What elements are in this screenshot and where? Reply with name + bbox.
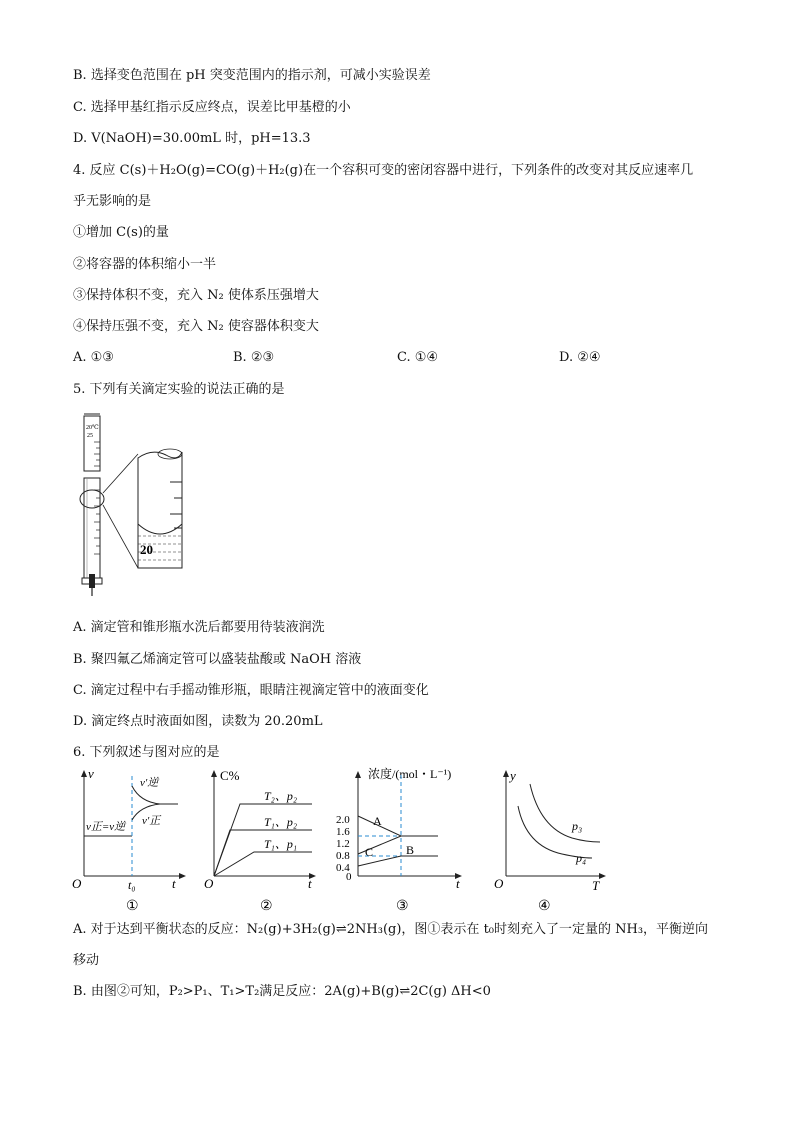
graph1-xlabel: t	[172, 876, 176, 891]
graph4-ylabel: y	[510, 768, 516, 783]
graph3-ytick-0: 0	[346, 871, 352, 883]
graph4-p4: p₄	[576, 851, 587, 865]
graph3-ytick-1.6: 1.6	[336, 826, 350, 838]
graph3-label-b: B	[406, 843, 415, 857]
q3-option-c: C. 选择甲基红指示反应终点，误差比甲基橙的小	[73, 100, 351, 115]
graph-3	[330, 763, 480, 916]
graph4-origin: O	[494, 876, 504, 891]
graph3-ytick-0.4: 0.4	[336, 862, 350, 874]
q5-option-b: B. 聚四氟乙烯滴定管可以盛装盐酸或 NaOH 溶液	[73, 652, 362, 667]
graph-1	[70, 766, 195, 916]
graph3-label-c: C	[365, 845, 374, 859]
graph1-origin: O	[72, 876, 82, 891]
graph1-v-rev-prime: v′逆	[140, 777, 159, 789]
q5-stem: 5. 下列有关滴定实验的说法正确的是	[73, 382, 285, 397]
q5-option-d: D. 滴定终点时液面如图，读数为 20.20mL	[73, 714, 323, 729]
q6-option-a-line2: 移动	[73, 953, 100, 968]
q5-option-c: C. 滴定过程中右手摇动锥形瓶，眼睛注视滴定管中的液面变化	[73, 683, 429, 698]
graph2-ylabel: C%	[220, 768, 240, 783]
graph2-curve-2: T₁、p₂	[264, 815, 298, 829]
graph3-ytick-1.2: 1.2	[336, 838, 350, 850]
graph3-ylabel: 浓度/(mol・L⁻¹)	[368, 767, 452, 781]
graph2-caption: ②	[260, 899, 273, 914]
q4-condition-2: ②将容器的体积缩小一半	[73, 257, 217, 272]
graph3-ytick-0.8: 0.8	[336, 850, 350, 862]
graph4-xlabel: T	[592, 878, 600, 893]
graph-4	[492, 766, 617, 916]
q4-condition-3: ③保持体积不变，充入 N₂ 使体系压强增大	[73, 288, 319, 303]
graph3-label-a: A	[373, 814, 382, 828]
graph2-xlabel: t	[308, 876, 312, 891]
graph1-t0: t₀	[128, 878, 136, 892]
graph1-v-eq: v正=v逆	[86, 821, 126, 833]
q6-option-b: B. 由图②可知，P₂>P₁、T₁>T₂满足反应：2A(g)+B(g)⇌2C(g) ΔH<0	[73, 984, 491, 999]
q4-condition-4: ④保持压强不变，充入 N₂ 使容器体积变大	[73, 319, 319, 334]
burette-figure	[72, 410, 202, 600]
burette-scale-20: 20℃	[86, 425, 99, 431]
graph2-curve-1: T₂、p₂	[264, 789, 298, 803]
q4-option-b: B. ②③	[233, 350, 275, 365]
q4-condition-1: ①增加 C(s)的量	[73, 225, 169, 240]
graph3-ytick-2.0: 2.0	[336, 814, 350, 826]
graph2-origin: O	[204, 876, 214, 891]
graph1-v-fwd-prime: v′正	[142, 815, 161, 827]
q4-option-d: D. ②④	[559, 350, 601, 365]
q4-stem-line2: 乎无影响的是	[73, 194, 152, 209]
q4-option-c: C. ①④	[397, 350, 439, 365]
q4-option-a: A. ①③	[73, 350, 114, 365]
q6-stem: 6. 下列叙述与图对应的是	[73, 745, 220, 760]
burette-mark-20: 20	[140, 542, 153, 557]
graph3-caption: ③	[396, 899, 409, 914]
q4-stem-line1: 4. 反应 C(s)＋H₂O(g)=CO(g)＋H₂(g)在一个容积可变的密闭容器中进行，下列条件的改变对其反应速率几	[73, 163, 694, 178]
graph1-caption: ①	[126, 899, 139, 914]
graph4-caption: ④	[538, 899, 551, 914]
graph2-curve-3: T₁、p₁	[264, 837, 298, 851]
burette-scale-25: 25	[87, 433, 93, 439]
graph1-ylabel: v	[88, 766, 94, 781]
graph3-xlabel: t	[456, 876, 460, 891]
graph-2	[200, 766, 325, 916]
q3-option-d: D. V(NaOH)=30.00mL 时，pH=13.3	[73, 131, 311, 146]
q3-option-b: B. 选择变色范围在 pH 突变范围内的指示剂，可减小实验误差	[73, 68, 431, 83]
q6-option-a-line1: A. 对于达到平衡状态的反应：N₂(g)+3H₂(g)⇌2NH₃(g)，图①表示在 t₀时刻充入了一定量的 NH₃，平衡逆向	[73, 922, 709, 937]
q5-option-a: A. 滴定管和锥形瓶水洗后都要用待装液润洗	[73, 620, 325, 635]
graph4-p3: p₃	[572, 819, 583, 833]
